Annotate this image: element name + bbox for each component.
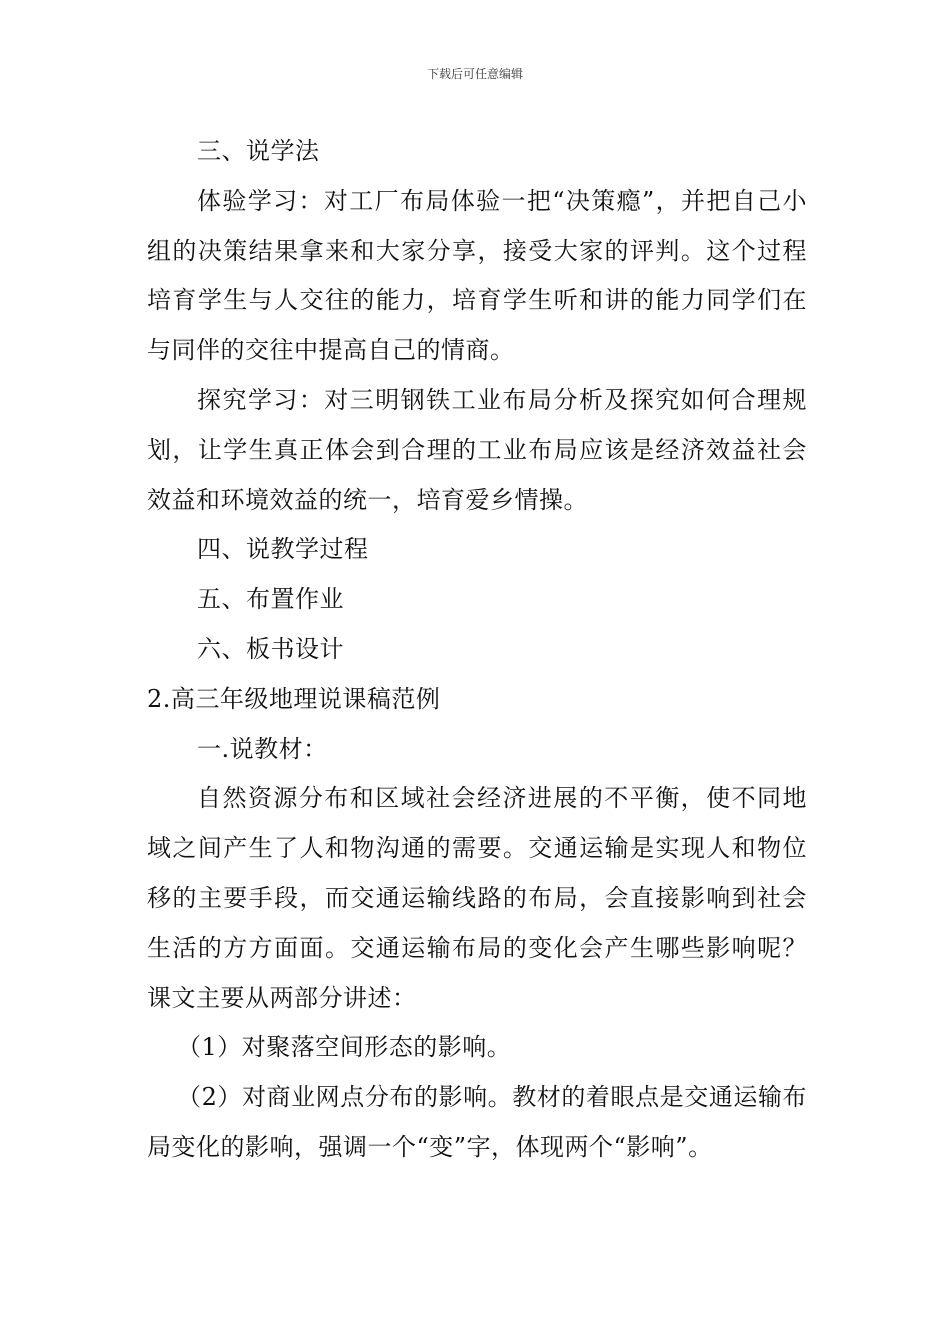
paragraph-inquiry-learning: 探究学习：对三明钢铁工业布局分析及探究如何合理规划，让学生真正体会到合理的工业布局应该是经济效益社会效益和环境效益的统一，培育爱乡情操。 bbox=[147, 385, 807, 514]
section-heading-learning-methods: 三、说学法 bbox=[197, 137, 320, 165]
list-item-commercial-impact: （2）对商业网点分布的影响。教材的着眼点是交通运输布局变化的影响，强调一个“变”字，体现两个“影响”。 bbox=[147, 1083, 807, 1161]
document-body bbox=[147, 127, 807, 1173]
paragraph-experiential-learning: 体验学习：对工厂布局体验一把“决策瘾”，并把自己小组的决策结果拿来和大家分享，接受大家的评判。这个过程培育学生与人交往的能力，培育学生听和讲的能力同学们在与同伴的交往中提高自己的情商。 bbox=[147, 186, 807, 365]
section-heading-textbook: 一.说教材： bbox=[197, 734, 328, 763]
page-header: 下载后可任意编辑 bbox=[426, 67, 523, 81]
list-item-settlement-impact: （1）对聚落空间形态的影响。 bbox=[177, 1033, 512, 1062]
paragraph-textbook-intro: 自然资源分布和区域社会经济进展的不平衡，使不同地域之间产生了人和物沟通的需要。交通运输是实现人和物位移的主要手段，而交通运输线路的布局，会直接影响到社会生活的方方面面。交通运输布局的变化会产生哪些影响呢？课文主要从两部分讲述： bbox=[147, 784, 807, 1012]
section-heading-teaching-process: 四、说教学过程 bbox=[197, 535, 369, 564]
section-heading-board-design: 六、板书设计 bbox=[197, 634, 344, 663]
section-heading-homework: 五、布置作业 bbox=[197, 585, 344, 614]
document-subtitle: 2.高三年级地理说课稿范例 bbox=[147, 684, 441, 713]
